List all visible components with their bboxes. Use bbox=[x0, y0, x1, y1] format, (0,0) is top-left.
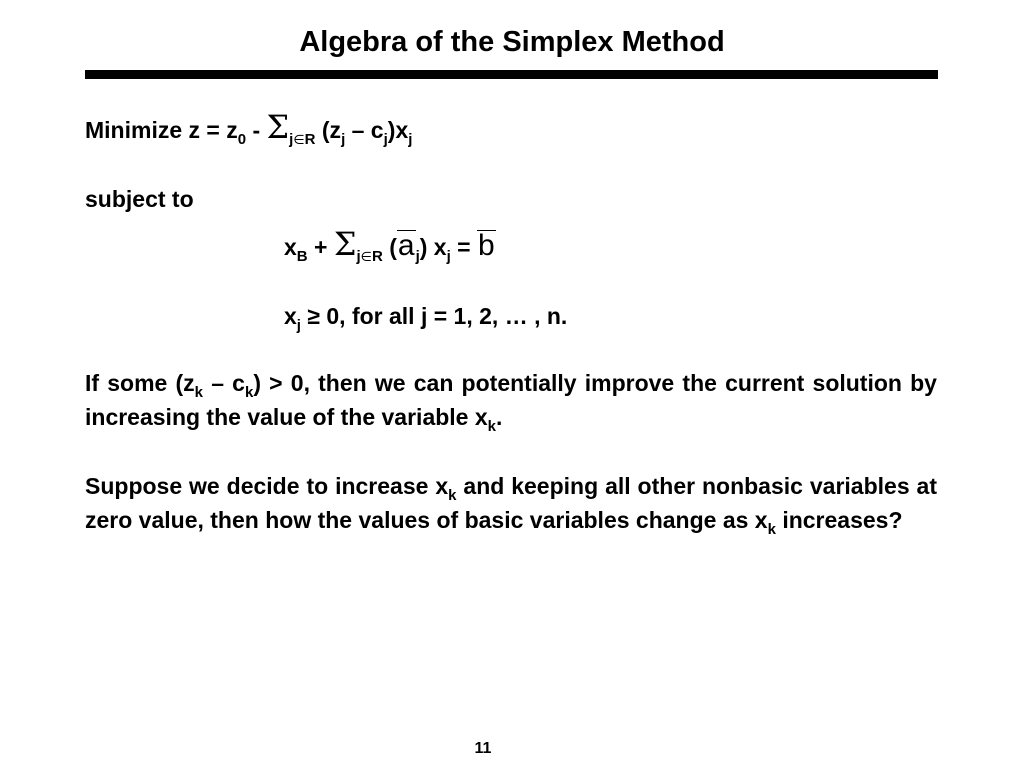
page-number: 11 bbox=[474, 740, 492, 757]
para1-text-2: – c bbox=[203, 370, 245, 396]
constraint-equation bbox=[284, 225, 496, 265]
objective-function bbox=[85, 108, 413, 148]
sigma-symbol: Σ bbox=[266, 108, 290, 146]
para1-text-1: If some (z bbox=[85, 370, 195, 396]
sum-index-j: j bbox=[289, 131, 294, 148]
subject-to-label: subject to bbox=[85, 186, 194, 212]
para1-sub-k-2: k bbox=[244, 384, 254, 401]
zj-subscript: j bbox=[341, 131, 346, 148]
b-bar-vector: b bbox=[477, 229, 495, 262]
question-paragraph bbox=[85, 469, 937, 537]
xb-variable: x bbox=[284, 234, 297, 260]
term-close: )x bbox=[387, 117, 409, 143]
objective-minus: - bbox=[246, 117, 267, 143]
eq1-plus: + bbox=[307, 234, 334, 260]
sum-index-j-2: j bbox=[356, 248, 361, 265]
para1-text-4: . bbox=[496, 404, 503, 430]
term-mid: – c bbox=[345, 117, 384, 143]
z0-subscript: 0 bbox=[237, 131, 247, 148]
eq1-close: ) x bbox=[419, 234, 447, 260]
para1-sub-k-1: k bbox=[194, 384, 204, 401]
improvement-paragraph bbox=[85, 366, 937, 434]
xj-subscript: j bbox=[408, 131, 413, 148]
para2-text-1: Suppose we decide to increase x bbox=[85, 473, 449, 499]
xj-subscript-2: j bbox=[446, 248, 451, 265]
para2-text-2: and keeping all other nonbasic variables at zero value, then how the values of basic variables change as x bbox=[85, 473, 937, 533]
para2-text-3: increases? bbox=[775, 507, 903, 533]
sum-index-set: R bbox=[304, 131, 316, 148]
xj-subscript-3: j bbox=[296, 317, 301, 334]
sum-index-set-2: R bbox=[371, 248, 383, 265]
para2-sub-k-1: k bbox=[448, 487, 457, 504]
term-open: (z bbox=[315, 117, 342, 143]
para1-sub-k-3: k bbox=[487, 418, 496, 435]
title-divider bbox=[85, 70, 938, 79]
objective-lead: Minimize z = z bbox=[85, 117, 238, 143]
para2-sub-k-2: k bbox=[767, 521, 776, 538]
eq1-equals: = bbox=[450, 234, 477, 260]
cj-subscript: j bbox=[383, 131, 388, 148]
eq1-open: ( bbox=[382, 234, 397, 260]
slide-title: Algebra of the Simplex Method bbox=[299, 26, 725, 58]
nonnegativity-constraint bbox=[284, 302, 568, 334]
element-of-symbol: ∈ bbox=[293, 133, 305, 148]
a-bar-vector: a bbox=[397, 229, 415, 262]
element-of-symbol-2: ∈ bbox=[360, 250, 372, 265]
nonnegativity-text: ≥ 0, for all j = 1, 2, … , n. bbox=[300, 303, 568, 329]
para1-text-3: ) > 0, then we can potentially improve the current solution by increasing the value of the variable x bbox=[85, 370, 937, 430]
xj-variable: x bbox=[284, 303, 297, 329]
xb-subscript: B bbox=[296, 248, 308, 265]
sigma-symbol-2: Σ bbox=[333, 225, 357, 263]
a-subscript: j bbox=[415, 248, 420, 265]
